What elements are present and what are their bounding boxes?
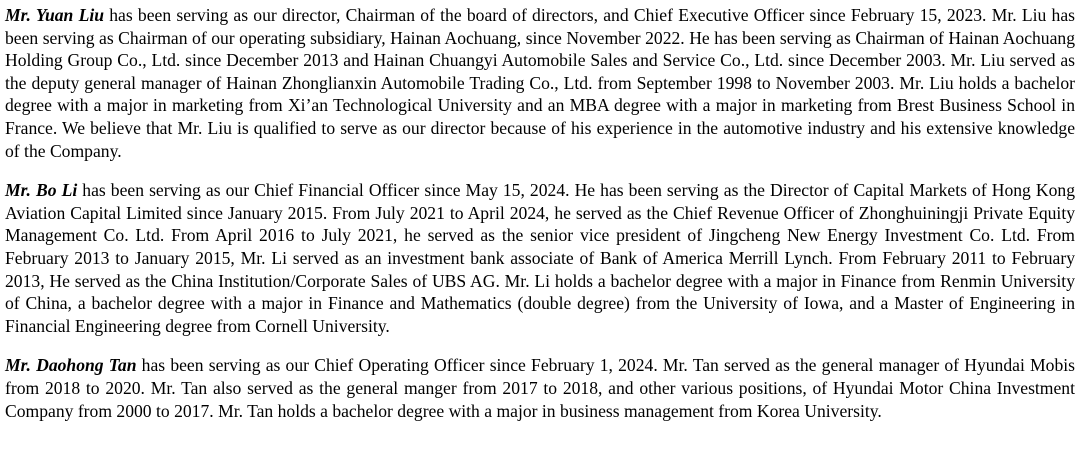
bio-text: has been serving as our Chief Operating Officer since February 1, 2024. Mr. Tan served as the general manager of Hyundai Mobis from 2018 to 2020. Mr. Tan also served as the general manger from 2017 to 2018, and other various positions, of Hyundai Motor China Investment Company from 2000 to 2017. Mr. Tan holds a bachelor degree with a major in business management from Korea University. (5, 355, 1075, 421)
bio-text: has been serving as our director, Chairman of the board of directors, and Chief Executive Officer since February 15, 2023. Mr. Liu has been serving as Chairman of our operating subsidiary, Hainan Aochuang, since November 2022. He has been serving as Chairman of Hainan Aochuang Holding Group Co., Ltd. since December 2013 and Hainan Chuangyi Automobile Sales and Service Co., Ltd. since December 2003. Mr. Liu served as the deputy general manager of Hainan Zhonglianxin Automobile Trading Co., Ltd. from September 1998 to November 2003. Mr. Liu holds a bachelor degree with a major in marketing from Xi’an Technological University and an MBA degree with a major in marketing from Brest Business School in France. We believe that Mr. Liu is qualified to serve as our director because of his experience in the automotive industry and his extensive knowledge of the Company. (5, 5, 1075, 161)
bio-name: Mr. Daohong Tan (5, 355, 137, 376)
bio-paragraph-bo-li (5, 179, 1075, 337)
bio-paragraph-daohong-tan (5, 354, 1075, 422)
bio-text: has been serving as our Chief Financial Officer since May 15, 2024. He has been serving as the Director of Capital Markets of Hong Kong Aviation Capital Limited since January 2015. From July 2021 to April 2024, he served as the Chief Revenue Officer of Zhonghuiningji Private Equity Management Co. Ltd. From April 2016 to July 2021, he served as the senior vice president of Jingcheng New Energy Investment Co. Ltd. From February 2013 to January 2015, Mr. Li served as an investment bank associate of Bank of America Merrill Lynch. From February 2011 to February 2013, He served as the China Institution/Corporate Sales of UBS AG. Mr. Li holds a bachelor degree with a major in Finance from Renmin University of China, a bachelor degree with a major in Finance and Mathematics (double degree) from the University of Iowa, and a Master of Engineering in Financial Engineering degree from Cornell University. (5, 180, 1075, 336)
bio-name: Mr. Yuan Liu (5, 5, 104, 25)
document-body (5, 4, 1075, 422)
bio-name: Mr. Bo Li (5, 180, 78, 201)
bio-paragraph-yuan-liu (5, 4, 1075, 162)
